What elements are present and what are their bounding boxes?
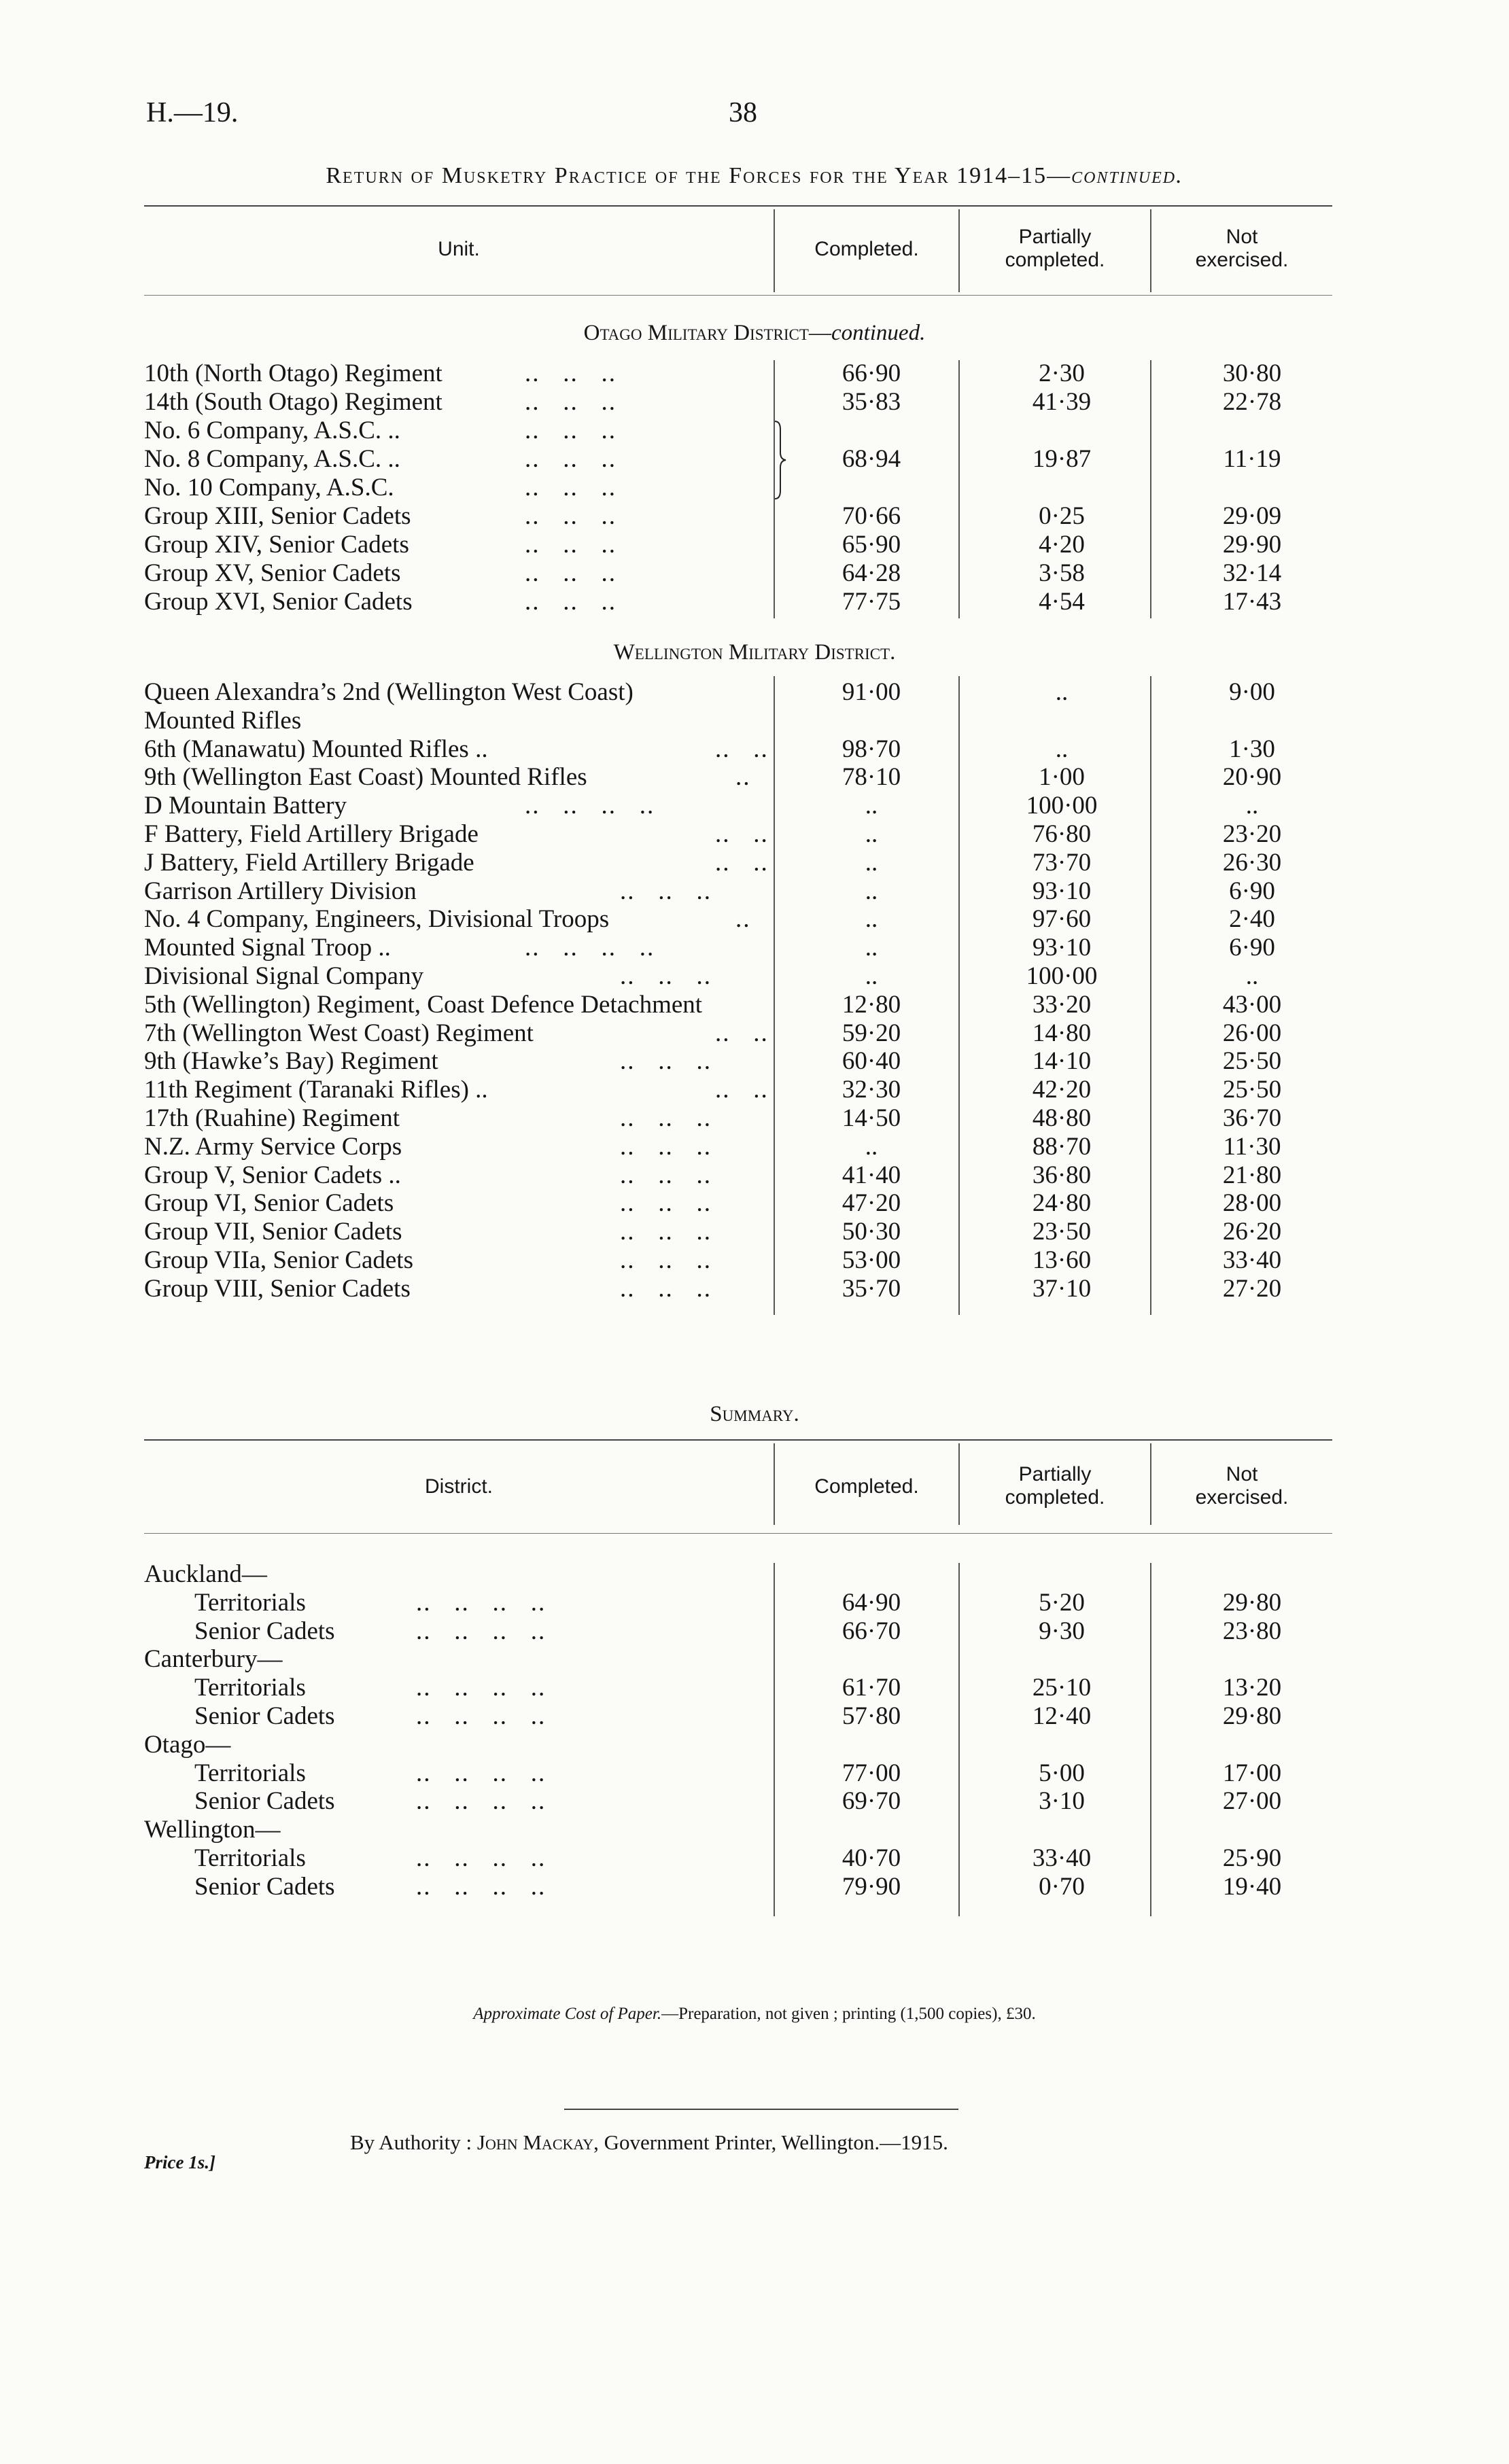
row-label: Group V, Senior Cadets .. xyxy=(144,1161,401,1189)
leader-dots: .. .. .. xyxy=(620,1274,712,1303)
completed-value: 69·70 xyxy=(842,1787,901,1816)
partially-value: 25·10 xyxy=(1032,1674,1092,1702)
section-heading-otago: Otago Military District—continued. xyxy=(583,321,926,345)
table-row xyxy=(144,1046,1422,1075)
not-exercised-value: 33·40 xyxy=(1222,1246,1282,1274)
row-label: Canterbury— xyxy=(144,1645,283,1674)
row-label: N.Z. Army Service Corps xyxy=(144,1132,402,1161)
row-label: Otago— xyxy=(144,1730,231,1759)
not-exercised-value: 29·09 xyxy=(1222,502,1282,530)
page-number: 38 xyxy=(729,97,757,128)
leader-dots: .. .. .. xyxy=(525,531,617,559)
partially-value: 23·50 xyxy=(1032,1218,1092,1246)
completed-value: 14·50 xyxy=(842,1104,901,1132)
price: Price 1s.] xyxy=(144,2152,215,2172)
page-title: Return of Musketry Practice of the Forces for the Year 1914–15—continued. xyxy=(326,163,1183,188)
leader-dots: .. .. .. xyxy=(525,502,617,530)
partially-value: 0·25 xyxy=(1039,502,1085,530)
leader-dots: .. .. .. xyxy=(525,359,617,387)
table-row xyxy=(144,1560,1422,1588)
table-row xyxy=(144,359,1422,387)
completed-value: 66·70 xyxy=(842,1617,901,1645)
partially-value: 9·30 xyxy=(1039,1617,1085,1645)
partially-value: 42·20 xyxy=(1032,1076,1092,1104)
leader-dots: .. .. xyxy=(715,735,769,763)
not-exercised-value: 9·00 xyxy=(1229,678,1275,706)
leader-dots: .. .. .. .. xyxy=(416,1787,547,1816)
table-row xyxy=(144,530,1422,559)
partially-value: 76·80 xyxy=(1032,820,1092,848)
row-label: No. 4 Company, Engineers, Divisional Troops xyxy=(144,905,610,934)
not-exercised-value: 1·30 xyxy=(1229,735,1275,763)
column-header-not-exercised: Not exercised. xyxy=(1195,226,1289,271)
not-exercised-value: 23·20 xyxy=(1222,820,1282,848)
leader-dots: .. .. .. .. xyxy=(416,1674,547,1702)
completed-value: .. xyxy=(865,962,878,990)
partially-value: .. xyxy=(1055,678,1069,706)
row-label: Territorials xyxy=(194,1759,306,1787)
completed-value: 12·80 xyxy=(842,990,901,1019)
not-exercised-value: 20·90 xyxy=(1222,763,1282,792)
completed-value: 59·20 xyxy=(842,1019,901,1047)
table-row xyxy=(144,1588,1422,1617)
row-label: No. 6 Company, A.S.C. .. xyxy=(144,417,400,444)
partially-value: 93·10 xyxy=(1032,934,1092,962)
row-label: 17th (Ruahine) Regiment xyxy=(144,1104,400,1132)
row-label: Territorials xyxy=(194,1674,306,1702)
row-label: Senior Cadets xyxy=(194,1702,335,1730)
row-label: No. 10 Company, A.S.C. xyxy=(144,474,394,501)
completed-value: .. xyxy=(865,1132,878,1161)
table-row xyxy=(144,1189,1422,1217)
row-label: Senior Cadets xyxy=(194,1787,335,1816)
table-row xyxy=(144,1161,1422,1189)
completed-value: 53·00 xyxy=(842,1246,901,1274)
leader-dots: .. .. .. .. xyxy=(416,1759,547,1787)
row-label: Garrison Artillery Division xyxy=(144,877,417,905)
leader-dots: .. xyxy=(735,905,751,934)
summary-header-district: District. xyxy=(425,1475,493,1498)
completed-value: 35·70 xyxy=(842,1274,901,1303)
row-label: Group VI, Senior Cadets xyxy=(144,1189,394,1218)
cost-note: Approximate Cost of Paper.—Preparation, not given ; printing (1,500 copies), £30. xyxy=(473,2005,1036,2023)
completed-value: .. xyxy=(865,848,878,877)
not-exercised-value: 25·50 xyxy=(1222,1076,1282,1104)
row-label: Senior Cadets xyxy=(194,1872,335,1901)
not-exercised-value: 27·20 xyxy=(1222,1274,1282,1303)
partially-value: 48·80 xyxy=(1032,1104,1092,1132)
row-label: F Battery, Field Artillery Brigade xyxy=(144,820,479,848)
not-exercised-value: 28·00 xyxy=(1222,1189,1282,1218)
completed-value: 35·83 xyxy=(842,388,901,416)
table-row xyxy=(144,1644,1422,1673)
leader-dots: .. .. .. .. xyxy=(525,792,655,820)
not-exercised-value: 30·80 xyxy=(1222,359,1282,387)
table-top-rule xyxy=(144,205,1332,207)
row-label: 6th (Manawatu) Mounted Rifles .. xyxy=(144,735,488,763)
column-header-unit: Unit. xyxy=(438,238,480,260)
table-row xyxy=(144,559,1422,587)
table-row xyxy=(144,1019,1422,1047)
leader-dots: .. .. .. .. xyxy=(416,1588,547,1617)
table-row xyxy=(144,473,1422,501)
table-row xyxy=(144,1075,1422,1104)
completed-value: 79·90 xyxy=(842,1872,901,1901)
summary-header-bottom-rule xyxy=(144,1533,1332,1534)
table-row xyxy=(144,706,1422,735)
not-exercised-value: .. xyxy=(1245,792,1259,820)
row-label: Auckland— xyxy=(144,1560,267,1588)
leader-dots: .. .. .. xyxy=(525,388,617,416)
leader-dots: .. .. .. xyxy=(620,1132,712,1161)
completed-value: .. xyxy=(865,820,878,848)
row-label: Group XIV, Senior Cadets xyxy=(144,531,409,559)
table-row xyxy=(144,1274,1422,1303)
leader-dots: .. .. .. xyxy=(620,1047,712,1076)
partially-value: 97·60 xyxy=(1032,905,1092,934)
table-row xyxy=(144,1844,1422,1872)
table-row xyxy=(144,1815,1422,1844)
leader-dots: .. .. xyxy=(715,848,769,877)
not-exercised-value: 43·00 xyxy=(1222,990,1282,1019)
section-heading-wellington: Wellington Military District. xyxy=(613,640,896,665)
summary-header-partially: Partially completed. xyxy=(1005,1463,1105,1509)
table-row xyxy=(144,387,1422,416)
partially-value: 0·70 xyxy=(1039,1872,1085,1901)
leader-dots: .. .. .. xyxy=(525,559,617,587)
not-exercised-value: 32·14 xyxy=(1222,559,1282,587)
partially-value: 13·60 xyxy=(1032,1246,1092,1274)
not-exercised-value: 36·70 xyxy=(1222,1104,1282,1132)
row-label: D Mountain Battery xyxy=(144,792,347,820)
partially-value: 24·80 xyxy=(1032,1189,1092,1218)
partially-value: 33·40 xyxy=(1032,1844,1092,1872)
table-row xyxy=(144,1673,1422,1702)
partially-value: 3·10 xyxy=(1039,1787,1085,1816)
summary-top-rule xyxy=(144,1439,1332,1441)
row-label: Territorials xyxy=(194,1844,306,1872)
row-label: Group XIII, Senior Cadets xyxy=(144,502,411,530)
leader-dots: .. .. .. xyxy=(620,1218,712,1246)
completed-value: 61·70 xyxy=(842,1674,901,1702)
not-exercised-value: 29·80 xyxy=(1222,1588,1282,1617)
completed-value: .. xyxy=(865,934,878,962)
partially-value: 100·00 xyxy=(1026,962,1098,990)
not-exercised-value: 22·78 xyxy=(1222,388,1282,416)
table-row xyxy=(144,1702,1422,1730)
partially-value: 14·80 xyxy=(1032,1019,1092,1047)
row-label: Group XV, Senior Cadets xyxy=(144,559,401,587)
row-label: 5th (Wellington) Regiment, Coast Defence Detachment xyxy=(144,990,703,1019)
table-row xyxy=(144,1132,1422,1161)
partially-value: 4·20 xyxy=(1039,531,1085,559)
leader-dots: .. .. .. xyxy=(525,474,617,501)
table-row xyxy=(144,962,1422,990)
completed-value: 77·75 xyxy=(842,588,901,616)
not-exercised-value: 2·40 xyxy=(1229,905,1275,934)
leader-dots: .. .. .. xyxy=(620,1189,712,1218)
completed-value: 64·90 xyxy=(842,1588,901,1617)
table-row xyxy=(144,820,1422,848)
completed-value: 68·94 xyxy=(842,445,901,473)
partially-value: 4·54 xyxy=(1039,588,1085,616)
summary-heading: Summary. xyxy=(710,1402,799,1426)
table-row xyxy=(144,677,1422,706)
row-label: Group XVI, Senior Cadets xyxy=(144,588,413,616)
column-header-partially: Partially completed. xyxy=(1005,226,1105,271)
not-exercised-value: 6·90 xyxy=(1229,934,1275,962)
table-row xyxy=(144,1872,1422,1901)
table-row xyxy=(144,501,1422,530)
completed-value: 50·30 xyxy=(842,1218,901,1246)
partially-value: 33·20 xyxy=(1032,990,1092,1019)
row-label: Senior Cadets xyxy=(194,1617,335,1645)
table-row xyxy=(144,762,1422,791)
row-label: 10th (North Otago) Regiment xyxy=(144,359,443,387)
leader-dots: .. .. .. xyxy=(620,877,712,905)
table-row xyxy=(144,444,1422,473)
leader-dots: .. .. .. .. xyxy=(416,1872,547,1901)
partially-value: 3·58 xyxy=(1039,559,1085,587)
partially-value: 14·10 xyxy=(1032,1047,1092,1076)
partially-value: 12·40 xyxy=(1032,1702,1092,1730)
partially-value: 37·10 xyxy=(1032,1274,1092,1303)
leader-dots: .. .. .. .. xyxy=(416,1617,547,1645)
completed-value: 32·30 xyxy=(842,1076,901,1104)
partially-value: .. xyxy=(1055,735,1069,763)
not-exercised-value: 26·00 xyxy=(1222,1019,1282,1047)
not-exercised-value: 25·90 xyxy=(1222,1844,1282,1872)
table-row xyxy=(144,904,1422,933)
leader-dots: .. .. xyxy=(715,820,769,848)
not-exercised-value: 29·90 xyxy=(1222,531,1282,559)
partially-value: 19·87 xyxy=(1032,445,1092,473)
not-exercised-value: 17·00 xyxy=(1222,1759,1282,1787)
not-exercised-value: 21·80 xyxy=(1222,1161,1282,1189)
table-row xyxy=(144,990,1422,1019)
table-row xyxy=(144,1730,1422,1759)
leader-dots: .. .. xyxy=(715,1076,769,1104)
table-row xyxy=(144,735,1422,763)
row-label: Divisional Signal Company xyxy=(144,962,424,990)
leader-dots: .. .. .. xyxy=(620,962,712,990)
partially-value: 41·39 xyxy=(1032,388,1092,416)
partially-value: 73·70 xyxy=(1032,848,1092,877)
row-label: J Battery, Field Artillery Brigade xyxy=(144,848,474,877)
row-label: Territorials xyxy=(194,1588,306,1617)
not-exercised-value: 11·30 xyxy=(1223,1132,1281,1161)
completed-value: 57·80 xyxy=(842,1702,901,1730)
row-label: Queen Alexandra’s 2nd (Wellington West Coast) xyxy=(144,678,634,706)
row-label: 7th (Wellington West Coast) Regiment xyxy=(144,1019,534,1047)
table-row xyxy=(144,1759,1422,1787)
table-row xyxy=(144,1217,1422,1246)
completed-value: 47·20 xyxy=(842,1189,901,1218)
partially-value: 36·80 xyxy=(1032,1161,1092,1189)
not-exercised-value: 17·43 xyxy=(1222,588,1282,616)
partially-value: 5·00 xyxy=(1039,1759,1085,1787)
row-label: 11th Regiment (Taranaki Rifles) .. xyxy=(144,1076,488,1104)
leader-dots: .. .. .. .. xyxy=(525,934,655,962)
table-row xyxy=(144,877,1422,905)
completed-value: 66·90 xyxy=(842,359,901,387)
column-header-completed: Completed. xyxy=(814,238,919,260)
table-row xyxy=(144,1787,1422,1815)
row-label: Wellington— xyxy=(144,1816,281,1844)
not-exercised-value: 26·20 xyxy=(1222,1218,1282,1246)
not-exercised-value: 23·80 xyxy=(1222,1617,1282,1645)
table-row xyxy=(144,1617,1422,1645)
completed-value: 60·40 xyxy=(842,1047,901,1076)
leader-dots: .. .. .. xyxy=(525,588,617,616)
summary-header-completed: Completed. xyxy=(814,1475,919,1498)
leader-dots: .. .. .. xyxy=(620,1246,712,1274)
partially-value: 5·20 xyxy=(1039,1588,1085,1617)
not-exercised-value: 11·19 xyxy=(1223,445,1281,473)
leader-dots: .. .. .. .. xyxy=(416,1844,547,1872)
completed-value: .. xyxy=(865,905,878,934)
table-row xyxy=(144,848,1422,877)
row-label: 9th (Wellington East Coast) Mounted Rifles xyxy=(144,763,587,792)
not-exercised-value: 25·50 xyxy=(1222,1047,1282,1076)
leader-dots: .. xyxy=(735,763,751,792)
table-row xyxy=(144,791,1422,820)
printer-authority: By Authority : John Mackay, Government Printer, Wellington.—1915. xyxy=(350,2130,948,2154)
partially-value: 1·00 xyxy=(1039,763,1085,792)
leader-dots: .. .. .. .. xyxy=(416,1702,547,1730)
completed-value: 77·00 xyxy=(842,1759,901,1787)
footer-rule xyxy=(564,2109,958,2110)
completed-value: 98·70 xyxy=(842,735,901,763)
partially-value: 2·30 xyxy=(1039,359,1085,387)
completed-value: 64·28 xyxy=(842,559,901,587)
table-row xyxy=(144,1246,1422,1274)
completed-value: .. xyxy=(865,792,878,820)
table-row xyxy=(144,587,1422,616)
completed-value: 65·90 xyxy=(842,531,901,559)
leader-dots: .. .. .. xyxy=(525,445,617,473)
row-label: 14th (South Otago) Regiment xyxy=(144,388,443,416)
row-label: Group VIII, Senior Cadets xyxy=(144,1274,411,1303)
leader-dots: .. .. .. xyxy=(620,1161,712,1189)
not-exercised-value: 13·20 xyxy=(1222,1674,1282,1702)
not-exercised-value: 26·30 xyxy=(1222,848,1282,877)
completed-value: 91·00 xyxy=(842,678,901,706)
row-label: 9th (Hawke’s Bay) Regiment xyxy=(144,1047,438,1076)
not-exercised-value: 19·40 xyxy=(1222,1872,1282,1901)
not-exercised-value: 29·80 xyxy=(1222,1702,1282,1730)
table-row xyxy=(144,933,1422,962)
header-bottom-rule xyxy=(144,295,1332,296)
partially-value: 93·10 xyxy=(1032,877,1092,905)
leader-dots: .. .. xyxy=(715,1019,769,1047)
row-label: Mounted Rifles xyxy=(144,706,302,735)
not-exercised-value: 6·90 xyxy=(1229,877,1275,905)
row-label: Group VII, Senior Cadets xyxy=(144,1218,402,1246)
table-row xyxy=(144,416,1422,444)
completed-value: 78·10 xyxy=(842,763,901,792)
not-exercised-value: .. xyxy=(1245,962,1259,990)
completed-value: 41·40 xyxy=(842,1161,901,1189)
table-row xyxy=(144,1104,1422,1132)
partially-value: 88·70 xyxy=(1032,1132,1092,1161)
document-code: H.—19. xyxy=(146,97,239,128)
row-label: Group VIIa, Senior Cadets xyxy=(144,1246,413,1274)
not-exercised-value: 27·00 xyxy=(1222,1787,1282,1816)
partially-value: 100·00 xyxy=(1026,792,1098,820)
leader-dots: .. .. .. xyxy=(620,1104,712,1132)
row-label: Mounted Signal Troop .. xyxy=(144,934,391,962)
completed-value: .. xyxy=(865,877,878,905)
leader-dots: .. .. .. xyxy=(525,417,617,444)
row-label: No. 8 Company, A.S.C. .. xyxy=(144,445,400,473)
completed-value: 70·66 xyxy=(842,502,901,530)
summary-header-not-exercised: Not exercised. xyxy=(1195,1463,1289,1509)
completed-value: 40·70 xyxy=(842,1844,901,1872)
